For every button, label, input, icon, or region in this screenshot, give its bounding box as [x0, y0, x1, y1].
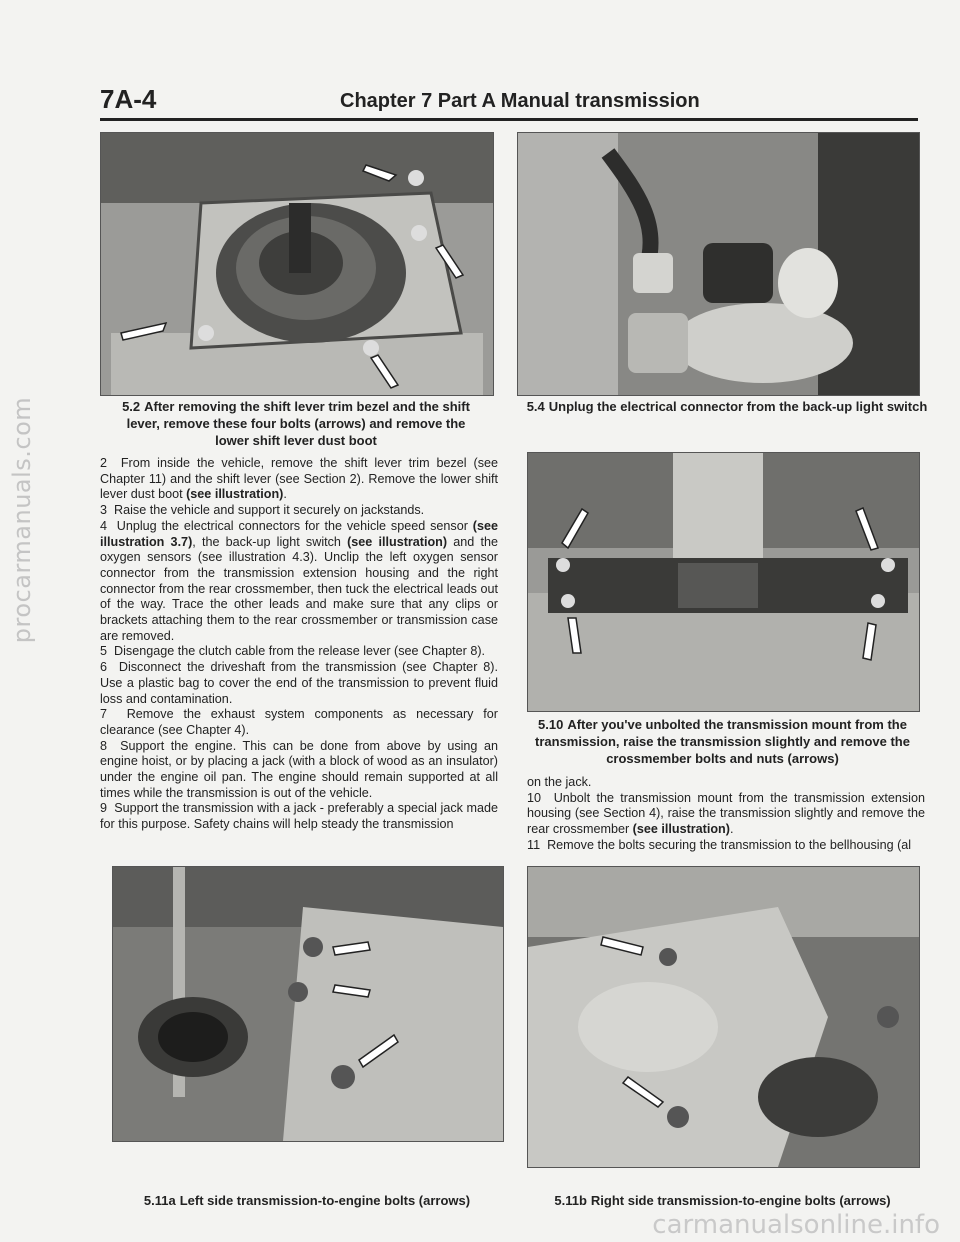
- caption-5-2: 5.2 After removing the shift lever trim bezel and the shift lever, remove these four bolts (arrows) and remove the lower shift lever dust boot: [122, 399, 470, 448]
- chapter-title: Chapter 7 Part A Manual transmission: [340, 90, 700, 112]
- bottom-watermark: carmanualsonline.info: [652, 1210, 940, 1240]
- step-7: 7 Remove the exhaust system components as necessary for clearance (see Chapter 4).: [100, 707, 498, 737]
- step-6: 6 Disconnect the driveshaft from the transmission (see Chapter 8). Use a plastic bag to cover the end of the transmission to prevent fluid loss and contamination.: [100, 660, 498, 706]
- step-9: 9 Support the transmission with a jack - preferably a special jack made for this purpose. Safety chains will help steady the transmission: [100, 801, 498, 832]
- photo-left-bolts: [112, 866, 504, 1142]
- photo-backup-switch: [517, 132, 920, 396]
- step-11: 11 Remove the bolts securing the transmission to the bellhousing (al: [527, 837, 912, 852]
- caption-5-11a: 5.11a Left side transmission-to-engine bolts (arrows): [143, 1193, 471, 1208]
- step-10: 10 Unbolt the transmission mount from the transmission extension housing (see Section 4), raise the transmission slightly and remove the rear crossmember (see illustration).: [527, 790, 925, 837]
- page-header: [100, 84, 918, 114]
- step-2: 2 From inside the vehicle, remove the shift lever trim bezel (see Chapter 11) and the shift lever (see Section 2). Remove the lower shift lever dust boot (see illustration).: [100, 456, 499, 502]
- caption-5-4: 5.4 Unplug the electrical connector from the back-up light switch: [526, 399, 928, 414]
- step-4: 4 Unplug the electrical connectors for the vehicle speed sensor (see illustration 3.7), the back-up light switch (see illustration) and the oxygen sensors (see illustration 4.3). Unclip the left oxygen sensor connector from the transmission extension housing and the right connector from the rear crossmember, then tuck the electrical leads out of the way. Trace the other leads and make sure that any clips or brackets attaching them to the rear crossmember or transmission case are removed.: [100, 518, 498, 643]
- side-watermark: procarmanuals.com: [8, 396, 37, 644]
- continuation-text: on the jack.: [527, 775, 592, 789]
- page-number: 7A-4: [100, 84, 157, 114]
- caption-5-11b: 5.11b Right side transmission-to-engine bolts (arrows): [554, 1193, 891, 1208]
- step-8: 8 Support the engine. This can be done from above by using an engine hoist, or by placing a jack (with a block of wood as an insulator) under the engine oil pan. The engine should remain supported at all times while the transmission is out of the vehicle.: [100, 738, 499, 800]
- photo-shift-boot: [100, 132, 494, 396]
- photo-right-bolts: [527, 866, 920, 1168]
- photo-crossmember: [527, 452, 920, 712]
- step-3: 3 Raise the vehicle and support it securely on jackstands.: [100, 503, 425, 518]
- header-rule: [100, 118, 918, 121]
- step-5: 5 Disengage the clutch cable from the release lever (see Chapter 8).: [100, 644, 486, 659]
- caption-5-10: 5.10 After you've unbolted the transmission mount from the transmission, raise the transmission slightly and remove the crossmember bolts and nuts (arrows): [535, 717, 910, 766]
- right-column-text: [527, 775, 925, 854]
- left-column-text: [100, 456, 498, 833]
